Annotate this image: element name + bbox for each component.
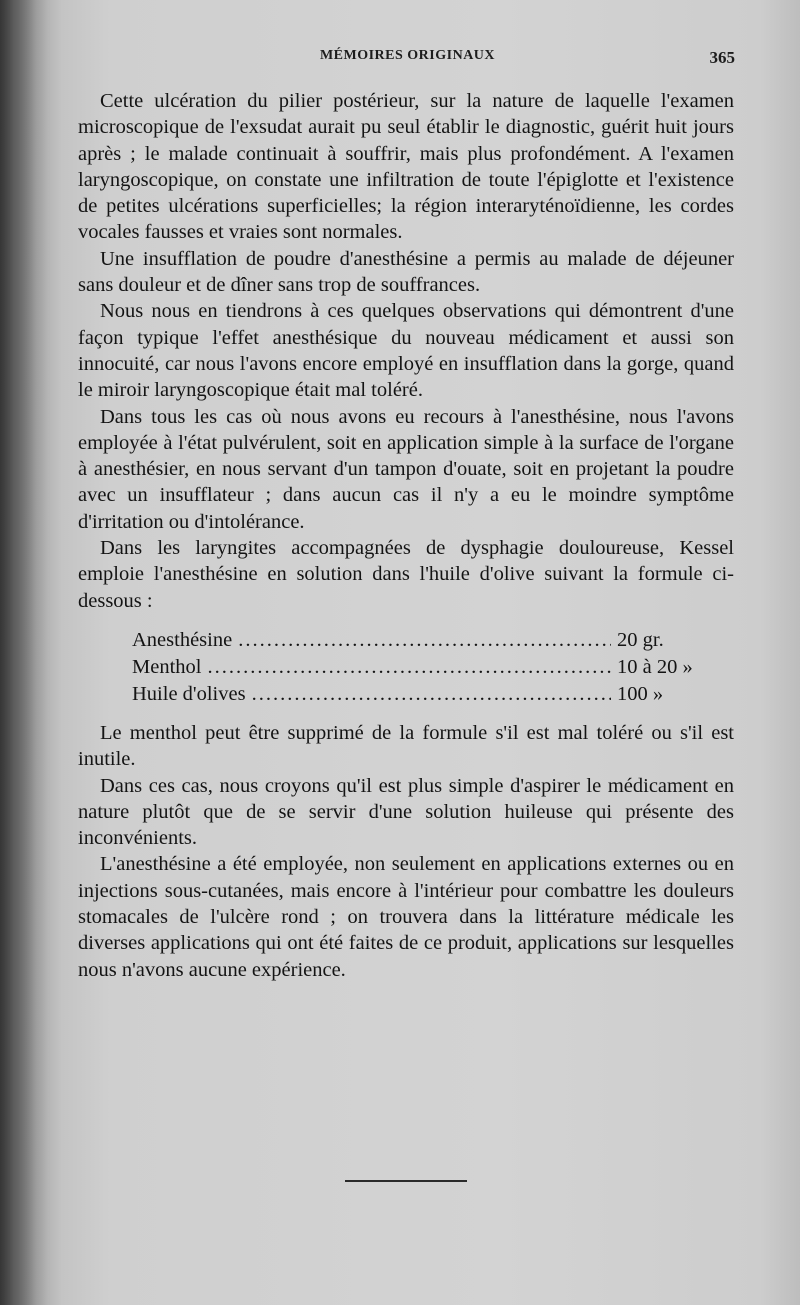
running-head: MÉMOIRES ORIGINAUX [319, 48, 496, 63]
paragraph: Dans ces cas, nous croyons qu'il est plus simple d'aspirer le médicament en nature plutôt que de se servir d'une solution huileuse qui présente des inconvénients. [78, 774, 734, 850]
section-end-rule [345, 1180, 467, 1182]
page-header [80, 48, 735, 70]
ingredient-quantity: 10 à 20 » [617, 655, 693, 678]
ingredient-name: Huile d'olives [132, 682, 246, 705]
ingredient-name: Anesthésine [132, 628, 233, 651]
paragraph: Une insufflation de poudre d'anesthésine a permis au malade de déjeuner sans douleur et de dîner sans trop de souffrances. [78, 247, 734, 297]
formula-row [132, 627, 722, 654]
paragraph: Dans les laryngites accompagnées de dysphagie douloureuse, Kessel emploie l'anesthésine en solution dans l'huile d'olive suivant la formule ci-dessous : [78, 537, 734, 612]
paragraph: Dans tous les cas où nous avons eu recours à l'anesthésine, nous l'avons employée à l'état pulvérulent, soit en application simple à la surface de l'organe à anesthésier, en nous servant d'un tampon d'ouate, soit en projetant la poudre avec un insufflateur ; dans aucun cas il n'y a eu le moindre symptôme d'irritation ou d'intolérance. [78, 405, 734, 533]
dot-leader [238, 627, 611, 653]
paragraph: Cette ulcération du pilier postérieur, sur la nature de laquelle l'examen microscopique de l'exsudat aurait pu seul établir le diagnostic, guérit huit jours après ; le malade continuait à souffrir, mais plus profondément. A l'examen laryngoscopique, on constate une infiltration de toute l'épiglotte et l'existence de petites ulcérations superficielles; la région interaryténoïdienne, les cordes vocales fausses et vraies sont normales. [78, 90, 734, 244]
ingredient-quantity: 100 » [617, 682, 664, 705]
paragraph: Nous nous en tiendrons à ces quelques observations qui démontrent d'une façon typique l'effet anesthésique du nouveau médicament et aussi son innocuité, car nous l'avons encore employé en insufflation dans la gorge, quand le miroir laryngoscopique était mal toléré. [78, 300, 734, 402]
dot-leader [207, 654, 611, 680]
page-number: 365 [709, 48, 735, 67]
paragraph: Le menthol peut être supprimé de la formule s'il est mal toléré ou s'il est inutile. [78, 721, 734, 771]
ingredient-name: Menthol [132, 655, 202, 678]
body-text [78, 88, 734, 983]
ingredient-quantity: 20 gr. [617, 628, 664, 651]
paragraph: L'anesthésine a été employée, non seulement en applications externes ou en injections sous-cutanées, mais encore à l'intérieur pour combattre les douleurs stomacales de l'ulcère rond ; on trouvera dans la littérature médicale les diverses applications qui ont été faites de ce produit, applications sur lesquelles nous n'avons aucune expérience. [78, 853, 734, 981]
formula-table [132, 627, 722, 708]
dot-leader [252, 681, 611, 707]
formula-row [132, 681, 722, 708]
formula-row [132, 654, 722, 681]
